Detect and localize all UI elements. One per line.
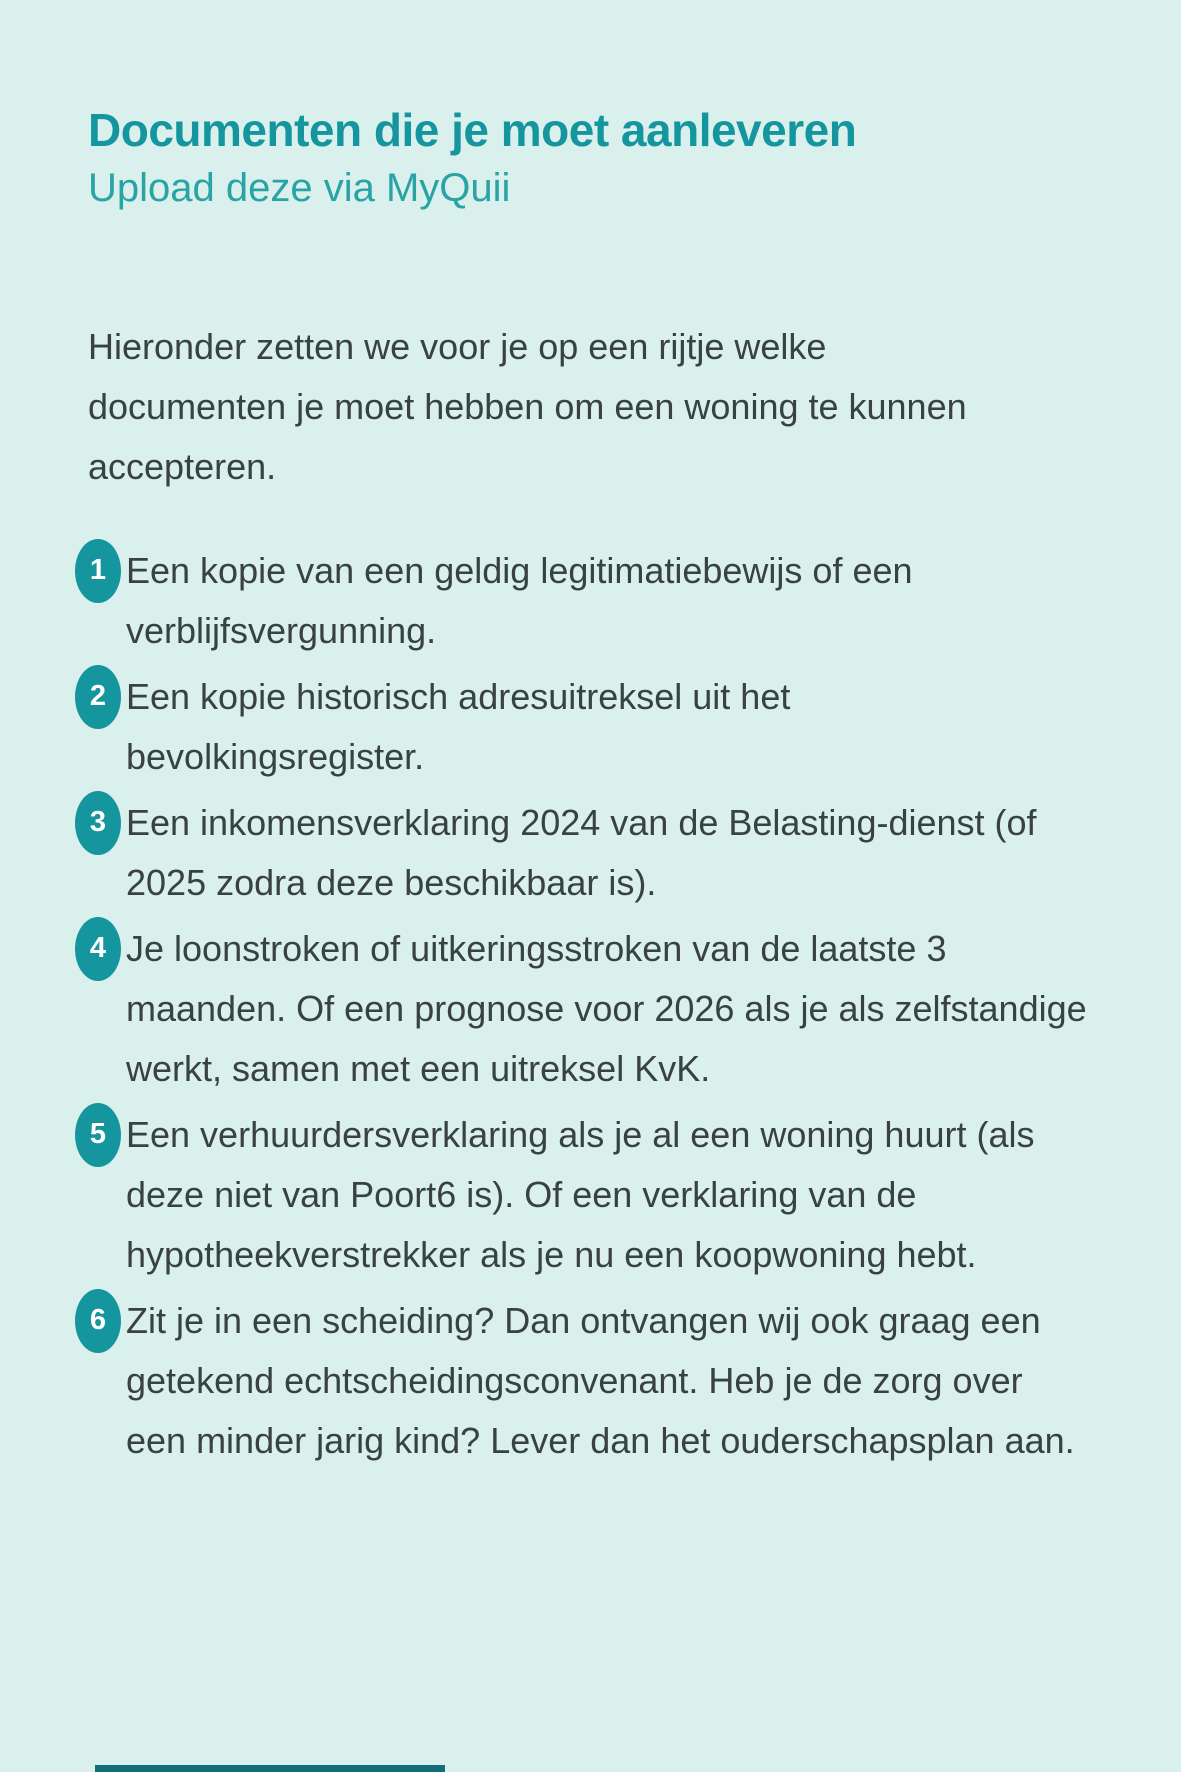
item-number-badge: 6 bbox=[75, 1289, 121, 1353]
footer-accent-bar bbox=[95, 1765, 445, 1772]
page-title: Documenten die je moet aanleveren bbox=[88, 104, 857, 156]
list-item bbox=[89, 667, 1091, 787]
document-list bbox=[88, 541, 1091, 1471]
item-number-badge: 2 bbox=[75, 665, 121, 729]
list-item-text: Een kopie van een geldig legitimatiebewijs of een verblijfsvergunning. bbox=[126, 549, 913, 651]
page-subtitle: Upload deze via MyQuii bbox=[88, 165, 511, 210]
page-header bbox=[88, 104, 1091, 211]
list-item-text: Een kopie historisch adresuitreksel uit het bevolkingsregister. bbox=[126, 675, 791, 777]
item-number-badge: 4 bbox=[75, 917, 121, 981]
list-item-text: Je loonstroken of uitkeringsstroken van de laatste 3 maanden. Of een prognose voor 2026 als je als zelfstandige werkt, samen met een uitreksel KvK. bbox=[126, 927, 1087, 1089]
list-item bbox=[89, 919, 1091, 1099]
list-item bbox=[89, 1291, 1091, 1471]
item-number-badge: 5 bbox=[75, 1103, 121, 1167]
intro-text: Hieronder zetten we voor je op een rijtje welke documenten je moet hebben om een woning te kunnen accepteren. bbox=[88, 325, 967, 487]
list-item bbox=[89, 793, 1091, 913]
list-item-text: Een inkomensverklaring 2024 van de Belasting-dienst (of 2025 zodra deze beschikbaar is). bbox=[126, 801, 1037, 903]
item-number-badge: 3 bbox=[75, 791, 121, 855]
list-item-text: Zit je in een scheiding? Dan ontvangen wij ook graag een getekend echtscheidingsconvenant. Heb je de zorg over een minder jarig kind? Lever dan het ouderschapsplan aan. bbox=[126, 1299, 1075, 1461]
item-number-badge: 1 bbox=[75, 539, 121, 603]
list-item-text: Een verhuurdersverklaring als je al een woning huurt (als deze niet van Poort6 is). Of een verklaring van de hypotheekverstrekker als je nu een koopwoning hebt. bbox=[126, 1113, 1035, 1275]
list-item bbox=[89, 541, 1091, 661]
list-item bbox=[89, 1105, 1091, 1285]
